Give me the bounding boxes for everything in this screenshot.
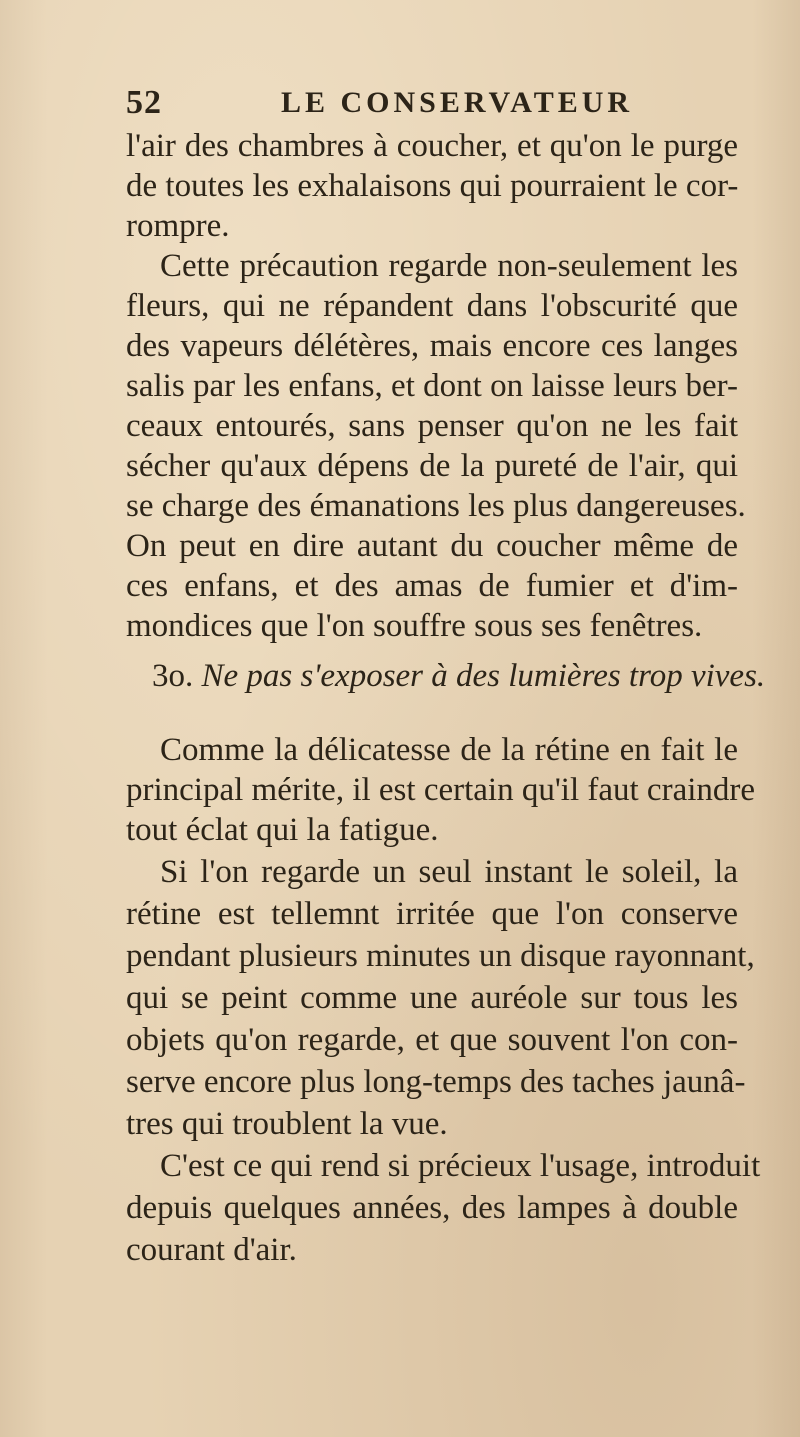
- running-title: LE CONSERVATEUR: [281, 86, 634, 119]
- text-line: rétine est tellemnt irritée que l'on conserve: [126, 896, 738, 932]
- text-line: serve encore plus long-temps des taches jaunâ-: [126, 1064, 746, 1100]
- page-number: 52: [126, 84, 162, 121]
- text-line: Cette précaution regarde non-seulement les: [160, 248, 738, 284]
- text-line: ceaux entourés, sans penser qu'on ne les fait: [126, 408, 738, 444]
- text-line: tres qui troublent la vue.: [126, 1106, 448, 1142]
- text-line: pendant plusieurs minutes un disque rayonnant,: [126, 938, 755, 974]
- text-line: principal mérite, il est certain qu'il faut craindre: [126, 772, 756, 808]
- section-heading: [126, 656, 766, 696]
- text-line: On peut en dire autant du coucher même de: [126, 528, 738, 564]
- text-line: mondices que l'on souffre sous ses fenêtres.: [126, 608, 703, 644]
- text-line: rompre.: [126, 208, 230, 244]
- text-line: courant d'air.: [126, 1232, 297, 1268]
- text-line: salis par les enfans, et dont on laisse leurs ber-: [126, 368, 738, 404]
- text-line: des vapeurs délétères, mais encore ces langes: [126, 328, 738, 364]
- section-number: 3o.: [152, 658, 194, 694]
- text-line: Si l'on regarde un seul instant le soleil, la: [160, 854, 738, 890]
- text-line: sécher qu'aux dépens de la pureté de l'air, qui: [126, 448, 738, 484]
- text-line: se charge des émanations les plus dangereuses.: [126, 488, 746, 524]
- text-line: fleurs, qui ne répandent dans l'obscurité que: [126, 288, 738, 324]
- text-line: qui se peint comme une auréole sur tous les: [126, 980, 738, 1016]
- running-head: [126, 84, 726, 124]
- text-line: tout éclat qui la fatigue.: [126, 812, 439, 848]
- text-line: de toutes les exhalaisons qui pourraient le cor-: [126, 168, 739, 204]
- text-line: Comme la délicatesse de la rétine en fait le: [160, 732, 738, 768]
- text-line: C'est ce qui rend si précieux l'usage, introduit: [160, 1148, 761, 1184]
- text-line: depuis quelques années, des lampes à double: [126, 1190, 738, 1226]
- text-line: ces enfans, et des amas de fumier et d'im-: [126, 568, 738, 604]
- text-line: l'air des chambres à coucher, et qu'on le purge: [126, 128, 738, 164]
- text-line: objets qu'on regarde, et que souvent l'on con-: [126, 1022, 738, 1058]
- section-title: Ne pas s'exposer à des lumières trop vives.: [201, 658, 766, 694]
